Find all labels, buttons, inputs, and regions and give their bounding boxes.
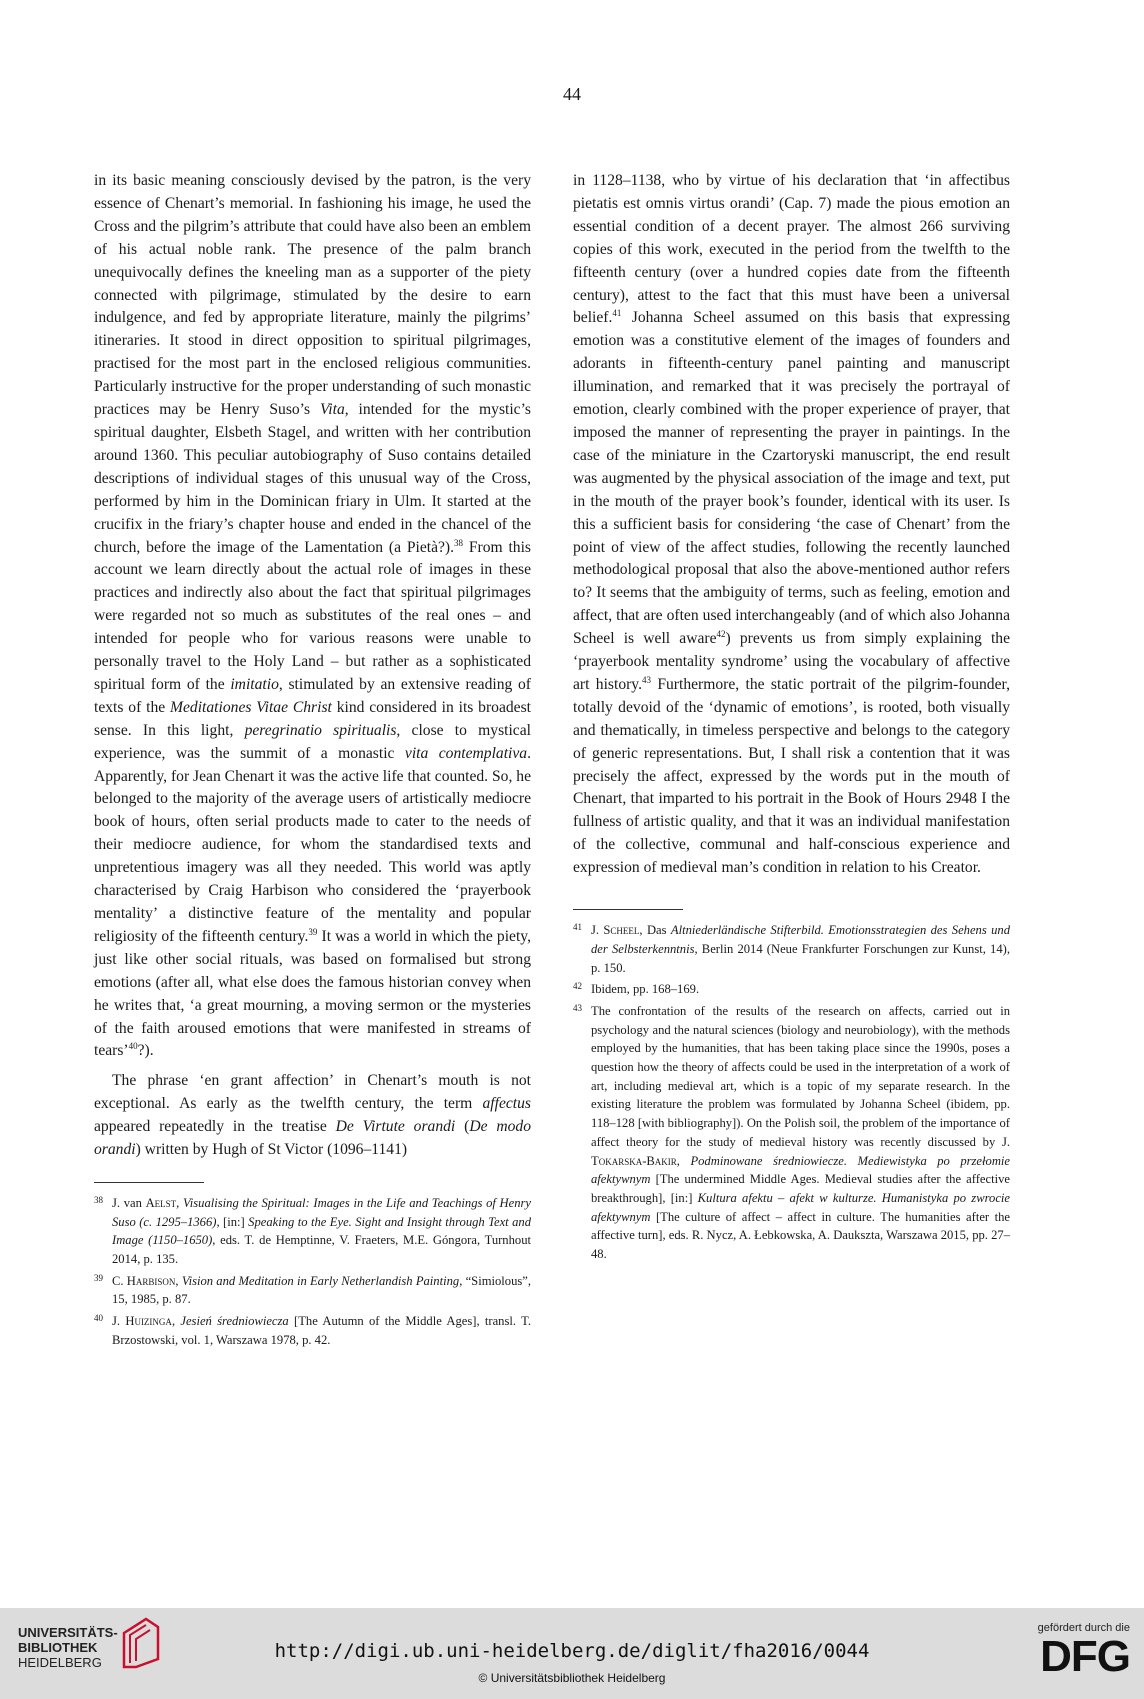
text-run: , stimulated by an extensive reading of texts of the	[94, 675, 531, 716]
text-run: ) written by Hugh of St Victor (1096–1141)	[135, 1141, 408, 1159]
footnote-rule	[94, 1182, 204, 1183]
footnote-rule	[573, 909, 683, 910]
text-run: , close to mystical experience, was the summit of a monastic	[94, 721, 531, 762]
footnote-number: 42	[573, 981, 582, 992]
footnote	[573, 921, 1010, 977]
text-run: From this account we learn directly about the actual role of images in these practices and indirectly also about the fact that spiritual pilgrimages were regarded not so much as substitutes of the real ones – and intended for people who for various reasons were unable to personally travel to the Holy Land – but rather as a sophisticated spiritual form of the	[94, 538, 531, 693]
text-run: , “Simiolous”, 15, 1985, p. 87.	[112, 1273, 532, 1307]
text-run: J. van	[112, 1195, 146, 1210]
italic-text: affectus	[482, 1095, 531, 1113]
italic-text: Jesień średniowiecza	[180, 1314, 289, 1329]
text-run: in 1128–1138, who by virtue of his declaration that ‘in affectibus pietatis est omnis virtus orandi’ (Cap. 7) made the pious emotion an essential condition of a decent prayer. The almost 266 surviving copies of this work, executed in the period from the twelfth to the fifteenth century (over a hundred copies date from the fifteenth century), attest to the fact that this must have been a universal belief.	[573, 172, 1010, 327]
footnote	[573, 1002, 1010, 1264]
document-url-link[interactable]: http://digi.ub.uni-heidelberg.de/diglit/fha2016/0044	[274, 1640, 870, 1662]
text-run: , [in:]	[216, 1214, 249, 1229]
italic-text: Vita	[319, 401, 345, 419]
dfg-logo[interactable]	[1038, 1622, 1130, 1680]
text-run: kind considered in its broadest sense. In this light,	[94, 698, 532, 739]
logo-line: HEIDELBERG	[18, 1655, 102, 1670]
page-number: 44	[563, 84, 581, 104]
italic-text: Altniederländische Stifterbild. Emotionsstrategien des Sehens und der Selbsterkenntnis	[591, 923, 1011, 956]
text-run: , Berlin 2014 (Neue Frankfurter Forschungen zur Kunst, 14), p. 150.	[591, 941, 1010, 975]
footnotes	[573, 921, 1010, 1264]
footnotes	[94, 1194, 531, 1350]
text-run: . Apparently, for Jean Chenart it was the active life that counted. So, he belonged to the majority of the average users of artistically mediocre book of hours, often serial products made to cater to the needs of their mediocre audience, for whom the standardised texts and unpretentious imagery was all they needed. This world was aptly characterised by Craig Harbison who considered the ‘prayerbook mentality’ a distinctive feature of the mentality and popular religiosity of the fifteenth century.	[94, 744, 532, 945]
text-run: The confrontation of the results of the research on affects, carried out in psychology and the natural sciences (biology and neurobiology), with the methods employed by the humanities, that has been taking place since the 1990s, poses a question how the theory of affects could be used in the interpretation of a work of art, including medieval art, which is a topic of my separate research. In the existing literature the problem was formulated by Johanna Scheel (ibidem, pp. 118–128 [with bibliography]). On the Polish soil, the problem of the importance of affect theory for the study of medieval history was recently discussed by J.	[591, 1003, 1010, 1149]
text-run: , intended for the mystic’s spiritual daughter, Elsbeth Stagel, and written with her contribution around 1360. This peculiar autobiography of Suso contains detailed descriptions of individual stages of this unusual way of the Cross, performed by him in the Dominican friary in Ulm. It started at the crucifix in the friary’s chapter house and ended in the chancel of the church, before the image of the Lamentation (a Pietà?).	[94, 401, 531, 556]
italic-text: Kultura afektu – afekt w kulturze. Humanistyka po zwrocie afektywnym	[591, 1190, 1010, 1224]
text-run: J.	[591, 923, 604, 938]
text-run: appeared repeatedly in the treatise	[94, 1118, 336, 1136]
italic-text: vita contemplativa	[404, 744, 528, 762]
copyright-text: © Universitätsbibliothek Heidelberg	[478, 1671, 666, 1685]
footnote-ref: 43	[642, 674, 651, 685]
logo-line: BIBLIOTHEK	[18, 1640, 98, 1655]
italic-text: Podminowane średniowiecze. Mediewistyka po przełomie afektywnym	[591, 1153, 1010, 1187]
footnote	[573, 980, 1010, 999]
text-run: , Das	[639, 923, 671, 938]
footnote-number: 43	[573, 1002, 582, 1013]
text-run: [The undermined Middle Ages. Medieval studies after the affective breakthrough], [in:]	[591, 1172, 1010, 1205]
text-run: ) prevents us from simply explaining the ‘prayerbook mentality syndrome’ using the vocabulary of affective art history.	[573, 630, 1010, 693]
footnote-ref: 40	[128, 1041, 138, 1052]
logo-line: UNIVERSITÄTS-	[18, 1625, 118, 1640]
author-name: Huizinga	[125, 1314, 172, 1329]
viewer-footer	[0, 1608, 1144, 1699]
italic-text: peregrinatio spiritualis	[244, 721, 397, 739]
footnote-ref: 38	[454, 537, 464, 548]
text-run: It was a world in which the piety, just like other social rituals, was based on formalised but strong emotions (after all, what else does the famous historian convey when he writes that, ‘a great mourning, a moving sermon or the mysteries of the faith aroused emotions that were manifested in streams of tears’	[94, 927, 531, 1060]
footnote-ref: 39	[308, 926, 318, 937]
footnote-ref: 42	[716, 628, 726, 639]
right-column	[573, 170, 1010, 1267]
left-column	[94, 170, 531, 1353]
italic-text: Meditationes Vitae Christ	[170, 698, 332, 716]
text-run: Furthermore, the static portrait of the pilgrim-founder, totally devoid of the ‘dynamic of emotions’, is rooted, both visually and thematically, in timeless perspective and belongs to the category of generic representations. But, I shall risk a contention that it was precisely the affect, expressed by the words put in the mouth of Chenart, that imparted to his portrait in the Book of Hours 2948 I the fullness of artistic quality, and that it was an individual manifestation of the collective, communal and half-conscious experience and expression of medieval man’s condition in relation to his Creator.	[573, 675, 1010, 877]
paragraph	[94, 1070, 531, 1162]
text-run: [The Autumn of the Middle Ages], transl. T. Brzostowski, vol. 1, Warszawa 1978, p. 42.	[112, 1314, 531, 1347]
author-name: Scheel	[603, 923, 640, 938]
text-run: Johanna Scheel assumed on this basis that expressing emotion was a constitutive element of the images of founders and adorants in fifteenth-century panel painting and manuscript illumination, and remarked that it was precisely the portrayal of emotion, clearly combined with the proper experience of prayer, that imposed the manner of representing the prayer in paintings. In the case of the miniature in the Czartoryski manuscript, the end result was augmented by the physical association of the image and text, put in the mouth of the prayer book’s founder, identical with its user. Is this a sufficient basis for considering ‘the case of Chenart’ from the point of view of the affect studies, following the recently launched methodological proposal that also the above-mentioned author refers to? It seems that the ambiguity of terms, such as feeling, emotion and affect, that are often used interchangeably (and of which also Johanna Scheel is well aware	[573, 309, 1010, 648]
italic-text: Visualising the Spiritual: Images in the Life and Teachings of Henry Suso (c. 1295–1366)	[112, 1195, 532, 1229]
author-name: Tokarska-Bakir	[591, 1153, 677, 1168]
text-run: Ibidem, pp. 168–169.	[591, 982, 700, 997]
italic-text: Vision and Meditation in Early Netherlandish Painting	[181, 1273, 460, 1288]
footnote-number: 38	[94, 1194, 103, 1205]
footnote-ref: 41	[612, 308, 622, 319]
text-run: The phrase ‘en grant affection’ in Chenart’s mouth is not exceptional. As early as the twelfth century, the term	[94, 1072, 531, 1113]
footnote	[94, 1194, 531, 1269]
author-name: Aelst	[145, 1195, 177, 1210]
text-run: [The culture of affect – affect in culture. The humanities after the affective turn], eds. R. Nycz, A. Łebkowska, A. Daukszta, Warszawa 2015, pp. 27–48.	[591, 1209, 1010, 1262]
text-run: ,	[676, 1153, 691, 1168]
text-run: in its basic meaning consciously devised by the patron, is the very essence of Chenart’s memorial. In fashioning his image, he used the Cross and the pilgrim’s attribute that could have also been an emblem of his actual noble rank. The presence of the palm branch unequivocally defines the kneeling man as a supporter of the piety connected with pilgrimage, stimulated by the desire to earn indulgence, and fed by appropriate literature, mainly the pilgrims’ itineraries. It stood in direct opposition to spiritual pilgrimages, practised for the most part in the enclosed religious communities. Particularly instructive for the proper understanding of such monastic practices may be Henry Suso’s	[94, 172, 531, 419]
text-run: J.	[112, 1314, 126, 1329]
italic-text: imitatio	[230, 675, 279, 693]
dfg-caption: gefördert durch die	[1037, 1622, 1130, 1634]
text-run: (	[455, 1118, 470, 1136]
text-run: , eds. T. de Hemptinne, V. Fraeters, M.E. Góngora, Turnhout 2014, p. 135.	[112, 1233, 531, 1267]
dfg-mark: DFG	[1040, 1632, 1130, 1681]
author-name: Harbison	[126, 1273, 176, 1288]
footnote-number: 39	[94, 1272, 103, 1283]
footnote-number: 41	[573, 922, 582, 933]
text-run: C.	[112, 1273, 127, 1288]
text-run: ,	[171, 1314, 181, 1329]
italic-text: De modo orandi	[94, 1118, 531, 1159]
text-run: ,	[175, 1273, 182, 1288]
footnote-number: 40	[94, 1313, 103, 1324]
italic-text: Speaking to the Eye. Sight and Insight through Text and Image (1150–1650)	[112, 1214, 531, 1248]
footnote	[94, 1272, 531, 1309]
paragraph	[573, 170, 1010, 880]
footnote	[94, 1312, 531, 1349]
text-run: ,	[176, 1195, 183, 1210]
text-run: ?).	[137, 1042, 154, 1060]
italic-text: De Virtute orandi	[335, 1118, 456, 1136]
paragraph	[94, 170, 531, 1063]
